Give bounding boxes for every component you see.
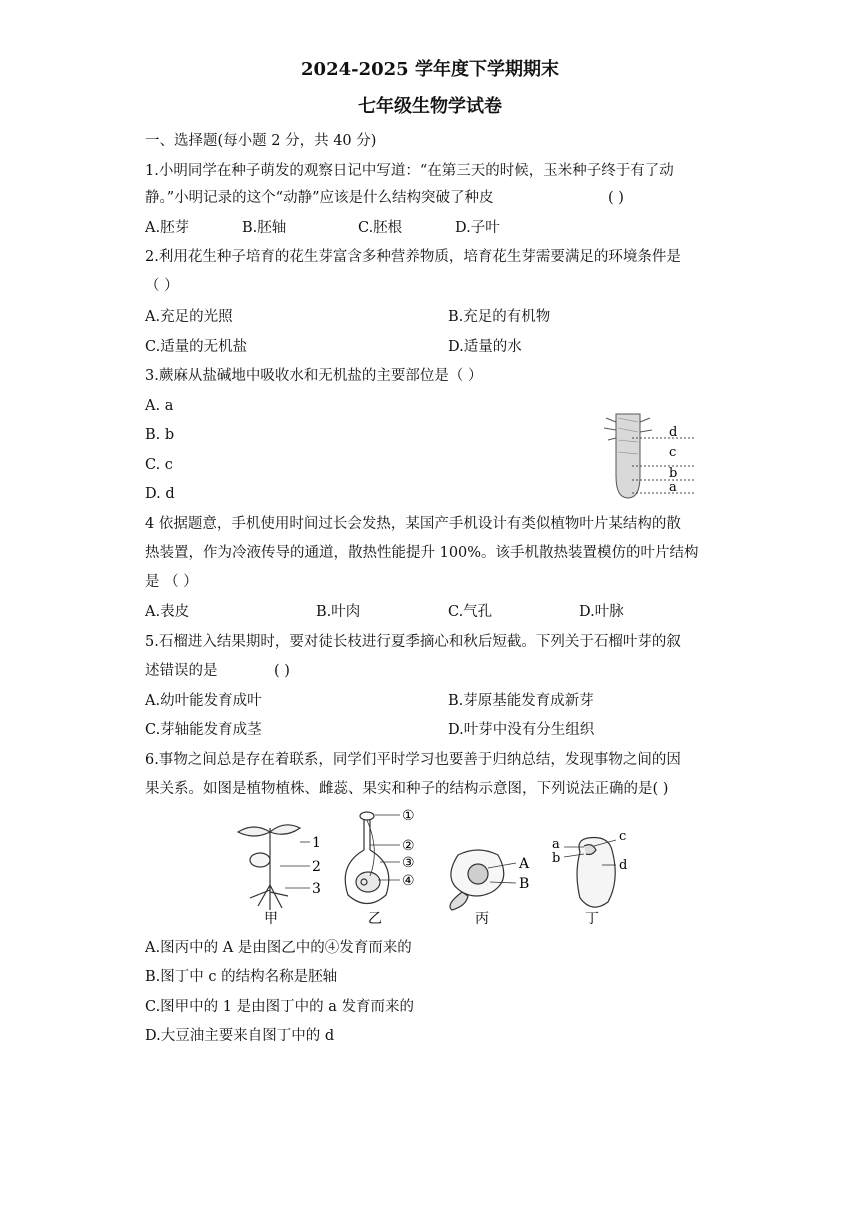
fruit-bing-drawing — [450, 850, 516, 910]
question-5-line-1: 5.石榴进入结果期时，要对徒长枝进行夏季摘心和秋后短截。下列关于石榴叶芽的叙 — [145, 634, 681, 650]
yi-label-4: ④ — [402, 873, 415, 889]
q2-option-b: B.充足的有机物 — [448, 309, 551, 325]
root-tip-figure — [600, 408, 710, 500]
caption-bing: 丙 — [475, 911, 489, 927]
q4-option-d: D.叶脉 — [579, 604, 624, 620]
jia-label-1: 1 — [312, 835, 321, 851]
q6-option-b: B.图丁中 c 的结构名称是胚轴 — [145, 969, 338, 985]
question-1-line-2: 静。”小明记录的这个“动静”应该是什么结构突破了种皮 — [145, 190, 494, 206]
plant-structure-figure — [230, 810, 650, 930]
q3-option-d: D. d — [145, 486, 175, 502]
jia-label-3: 3 — [312, 881, 321, 897]
root-label-d: d — [669, 425, 678, 440]
question-5-bracket: ( ) — [274, 663, 290, 679]
q3-option-b: B. b — [145, 427, 175, 443]
root-label-c: c — [669, 445, 677, 460]
plant-jia-drawing — [238, 825, 310, 910]
ding-label-c: c — [619, 829, 627, 844]
ding-label-b: b — [552, 851, 561, 866]
q2-option-a: A.充足的光照 — [145, 309, 233, 325]
caption-yi: 乙 — [368, 911, 382, 927]
question-4-line-2: 热装置，作为冷液传导的通道，散热性能提升 100%。该手机散热装置模仿的叶片结构 — [145, 545, 699, 561]
q1-option-a: A.胚芽 — [145, 220, 190, 236]
question-5-line-2: 述错误的是 — [145, 663, 218, 679]
q2-option-c: C.适量的无机盐 — [145, 339, 248, 355]
question-1-bracket: ( ) — [608, 190, 624, 206]
bing-label-a: A — [519, 856, 530, 872]
q1-option-b: B.胚轴 — [242, 220, 287, 236]
root-label-a: a — [669, 480, 677, 495]
question-2-line-2: （ ） — [145, 278, 179, 294]
q4-option-b: B.叶肉 — [316, 604, 361, 620]
q5-option-d: D.叶芽中没有分生组织 — [448, 722, 595, 738]
question-4-line-3: 是 （ ） — [145, 574, 198, 590]
q5-option-c: C.芽轴能发育成茎 — [145, 722, 262, 738]
question-2-line-1: 2.利用花生种子培育的花生芽富含多种营养物质，培育花生芽需要满足的环境条件是 — [145, 249, 681, 265]
seed-ding-drawing — [564, 838, 616, 908]
question-4-line-1: 4 依据题意，手机使用时间过长会发热，某国产手机设计有类似植物叶片某结构的散 — [145, 516, 681, 532]
q6-option-c: C.图甲中的 1 是由图丁中的 a 发育而来的 — [145, 999, 414, 1015]
bing-label-b: B — [519, 876, 530, 892]
caption-jia: 甲 — [264, 911, 278, 927]
q1-option-d: D.子叶 — [455, 220, 500, 236]
question-1-line-1: 1.小明同学在种子萌发的观察日记中写道：“在第三天的时候，玉米种子终于有了动 — [145, 163, 674, 179]
q6-option-a: A.图丙中的 A 是由图乙中的④发育而来的 — [145, 940, 412, 956]
question-3-line-1: 3.蕨麻从盐碱地中吸收水和无机盐的主要部位是（ ） — [145, 368, 483, 384]
q6-option-d: D.大豆油主要来自图丁中的 d — [145, 1028, 335, 1044]
jia-label-2: 2 — [312, 859, 321, 875]
caption-ding: 丁 — [585, 911, 599, 927]
section-heading: 一、选择题(每小题 2 分，共 40 分) — [145, 133, 377, 149]
exam-title: 2024-2025 学年度下学期期末 — [301, 59, 559, 80]
root-label-b: b — [669, 466, 678, 481]
ding-label-a: a — [552, 837, 560, 852]
q1-option-c: C.胚根 — [358, 220, 403, 236]
question-6-line-2: 果关系。如图是植物植株、雌蕊、果实和种子的结构示意图，下列说法正确的是( ) — [145, 781, 669, 797]
yi-label-1: ① — [402, 808, 415, 824]
q4-option-c: C.气孔 — [448, 604, 493, 620]
q3-option-a: A. a — [145, 398, 174, 414]
yi-label-3: ③ — [402, 855, 415, 871]
q2-option-d: D.适量的水 — [448, 339, 522, 355]
pistil-yi-drawing — [345, 812, 400, 904]
question-6-line-1: 6.事物之间总是存在着联系，同学们平时学习也要善于归纳总结，发现事物之间的因 — [145, 752, 681, 768]
q3-option-c: C. c — [145, 457, 173, 473]
q4-option-a: A.表皮 — [145, 604, 190, 620]
ding-label-d: d — [619, 858, 628, 873]
yi-label-2: ② — [402, 838, 415, 854]
q5-option-b: B.芽原基能发育成新芽 — [448, 693, 594, 709]
q5-option-a: A.幼叶能发育成叶 — [145, 693, 262, 709]
exam-subtitle: 七年级生物学试卷 — [358, 96, 502, 117]
